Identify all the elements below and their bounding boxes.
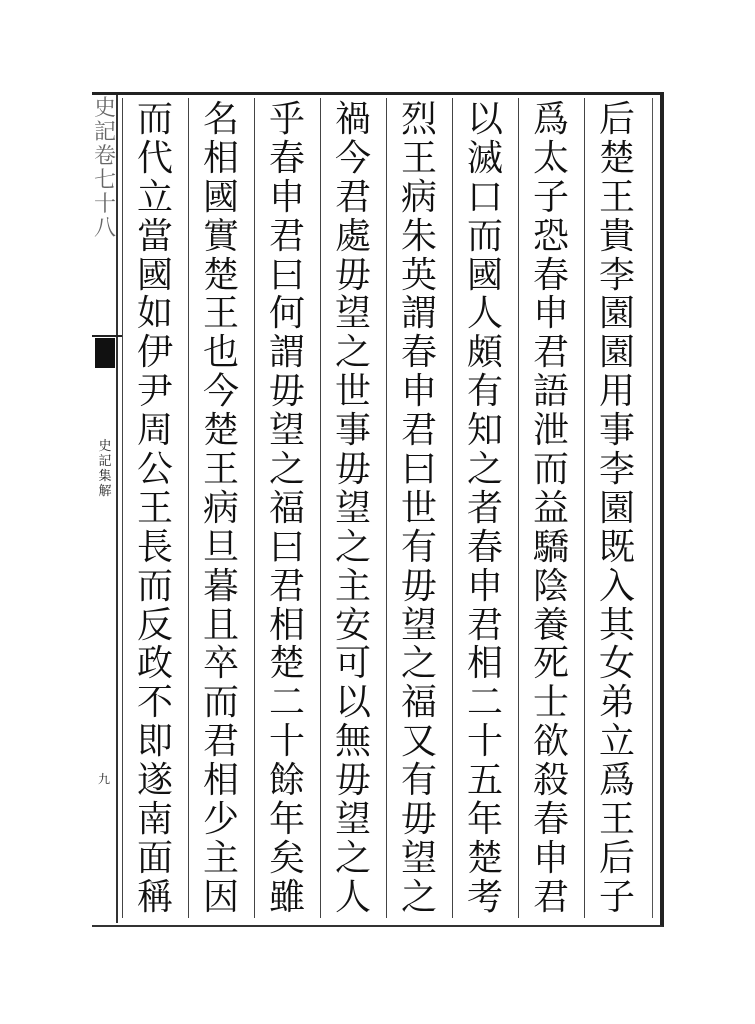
text-char: 事 [598,410,635,452]
text-char: 園 [598,487,635,529]
text-char: 王 [598,799,635,841]
center-fold-title-char: 史 [93,96,116,121]
text-char: 無 [334,721,371,763]
center-fold-subtitle-char: 集 [98,468,112,484]
text-char: 福 [400,682,437,724]
text-char: 春 [466,526,503,568]
text-char: 申 [268,176,305,218]
text-char: 春 [532,254,569,296]
text-char: 如 [136,293,173,335]
column-rule [584,98,585,918]
text-char: 王 [202,449,239,491]
text-char: 十 [466,721,503,763]
text-char: 君 [268,215,305,257]
text-char: 人 [334,876,371,918]
text-char: 有 [400,760,437,802]
text-char: 曰 [400,449,437,491]
text-char: 楚 [598,137,635,179]
text-char: 王 [202,293,239,335]
text-char: 望 [268,410,305,452]
text-char: 春 [400,332,437,374]
text-char: 以 [334,682,371,724]
text-char: 有 [466,371,503,413]
text-char: 今 [334,137,371,179]
text-char: 養 [532,604,569,646]
text-char: 謂 [268,332,305,374]
text-char: 何 [268,293,305,335]
text-char: 之 [400,876,437,918]
text-char: 毋 [400,799,437,841]
text-char: 政 [136,643,173,685]
text-char: 君 [268,565,305,607]
text-char: 十 [268,721,305,763]
column-rule [320,98,321,918]
text-char: 王 [598,176,635,218]
text-char: 以 [466,99,503,140]
text-char: 可 [334,643,371,685]
text-char: 之 [334,526,371,568]
text-char: 后 [598,99,635,140]
center-fold-title-char: 卷 [93,144,116,169]
text-char: 安 [334,604,371,646]
text-char: 楚 [466,837,503,879]
text-char: 少 [202,799,239,841]
text-char: 君 [202,721,239,763]
center-fold-title [92,98,118,328]
text-char: 春 [268,137,305,179]
column-rule [188,98,189,918]
text-char: 病 [202,487,239,529]
text-char: 申 [532,293,569,335]
text-char: 公 [136,449,173,491]
text-char: 謂 [400,293,437,335]
center-fold-subtitle-char: 解 [98,483,112,499]
text-char: 楚 [268,643,305,685]
text-column [130,99,180,918]
text-char: 周 [136,410,173,452]
text-column [394,99,444,918]
text-char: 即 [136,721,173,763]
text-char: 今 [202,371,239,413]
center-fold-title-char: 七 [93,168,116,193]
text-char: 望 [334,799,371,841]
text-char: 女 [598,643,635,685]
text-char: 申 [466,565,503,607]
text-char: 子 [598,876,635,918]
center-fold-title-char: 十 [93,192,116,217]
text-column [328,99,378,918]
text-char: 者 [466,487,503,529]
text-char: 毋 [268,371,305,413]
text-char: 而 [136,99,173,140]
center-fold-title-char: 八 [93,216,116,241]
text-char: 之 [334,332,371,374]
text-char: 事 [334,410,371,452]
text-char: 君 [334,176,371,218]
text-char: 口 [466,176,503,218]
text-char: 代 [136,137,173,179]
text-char: 園 [598,332,635,374]
text-char: 乎 [268,99,305,140]
text-char: 君 [400,410,437,452]
text-char: 李 [598,254,635,296]
text-char: 立 [598,721,635,763]
text-char: 益 [532,487,569,529]
text-char: 國 [202,176,239,218]
text-char: 稱 [136,876,173,918]
text-char: 后 [598,837,635,879]
text-char: 毋 [334,254,371,296]
text-char: 王 [400,137,437,179]
frame-inner-rule [652,98,653,918]
page-number: 九 [98,772,111,786]
text-char: 世 [400,487,437,529]
text-char: 知 [466,410,503,452]
text-char: 而 [466,215,503,257]
text-char: 面 [136,837,173,879]
text-char: 入 [598,565,635,607]
text-char: 望 [400,837,437,879]
text-char: 朱 [400,215,437,257]
text-char: 年 [466,799,503,841]
text-char: 立 [136,176,173,218]
text-char: 病 [400,176,437,218]
text-char: 用 [598,371,635,413]
column-rule [122,98,123,918]
text-char: 長 [136,526,173,568]
text-char: 當 [136,215,173,257]
text-column [592,99,642,918]
center-fold-subtitle-char: 記 [98,453,112,469]
text-char: 遂 [136,760,173,802]
text-char: 滅 [466,137,503,179]
text-char: 名 [202,99,239,140]
text-char: 殺 [532,760,569,802]
text-char: 矣 [268,837,305,879]
text-char: 而 [136,565,173,607]
text-char: 主 [202,837,239,879]
column-rule [386,98,387,918]
text-char: 實 [202,215,239,257]
text-char: 楚 [202,254,239,296]
text-char: 之 [268,449,305,491]
text-char: 恐 [532,215,569,257]
text-char: 主 [334,565,371,607]
text-char: 雖 [268,876,305,918]
center-fold-subtitle-char: 史 [98,439,112,454]
center-fold-subtitle [96,440,114,500]
text-char: 伊 [136,332,173,374]
text-column [196,99,246,918]
text-char: 弟 [598,682,635,724]
text-char: 望 [334,487,371,529]
text-char: 禍 [334,99,371,140]
text-char: 相 [202,137,239,179]
text-char: 曰 [268,526,305,568]
text-char: 曰 [268,254,305,296]
text-column [460,99,510,918]
center-fold-title-char: 記 [93,120,116,145]
text-char: 爲 [598,760,635,802]
text-char: 君 [532,332,569,374]
text-char: 君 [532,876,569,918]
text-char: 卒 [202,643,239,685]
column-rule [518,98,519,918]
text-char: 南 [136,799,173,841]
fishtail-mark [95,338,115,368]
text-char: 之 [400,643,437,685]
text-char: 申 [400,371,437,413]
text-column [262,99,312,918]
text-char: 有 [400,526,437,568]
text-char: 二 [466,682,503,724]
text-char: 王 [136,487,173,529]
text-char: 世 [334,371,371,413]
text-char: 毋 [334,760,371,802]
text-char: 陰 [532,565,569,607]
text-char: 申 [532,837,569,879]
text-char: 之 [466,449,503,491]
text-char: 李 [598,449,635,491]
text-char: 望 [334,293,371,335]
text-char: 也 [202,332,239,374]
text-char: 處 [334,215,371,257]
column-rule [452,98,453,918]
text-char: 又 [400,721,437,763]
text-char: 不 [136,682,173,724]
text-char: 反 [136,604,173,646]
text-char: 園 [598,293,635,335]
text-char: 欲 [532,721,569,763]
text-char: 太 [532,137,569,179]
text-char: 而 [532,449,569,491]
text-char: 五 [466,760,503,802]
text-char: 毋 [400,565,437,607]
text-char: 春 [532,799,569,841]
text-char: 相 [466,643,503,685]
text-char: 既 [598,526,635,568]
text-char: 二 [268,682,305,724]
text-char: 毋 [334,449,371,491]
text-char: 因 [202,876,239,918]
text-char: 楚 [202,410,239,452]
text-char: 爲 [532,99,569,140]
text-char: 驕 [532,526,569,568]
text-char: 君 [466,604,503,646]
text-char: 且 [202,604,239,646]
text-char: 相 [268,604,305,646]
text-char: 烈 [400,99,437,140]
text-char: 國 [466,254,503,296]
text-char: 尹 [136,371,173,413]
text-char: 英 [400,254,437,296]
text-char: 頗 [466,332,503,374]
text-char: 人 [466,293,503,335]
text-char: 泄 [532,410,569,452]
text-column [526,99,576,918]
text-char: 國 [136,254,173,296]
text-char: 死 [532,643,569,685]
text-char: 考 [466,876,503,918]
text-char: 其 [598,604,635,646]
fishtail-rule [92,335,122,337]
text-char: 士 [532,682,569,724]
text-char: 年 [268,799,305,841]
text-char: 福 [268,487,305,529]
text-char: 望 [400,604,437,646]
column-rule [254,98,255,918]
text-char: 相 [202,760,239,802]
text-char: 之 [334,837,371,879]
text-char: 暮 [202,565,239,607]
text-char: 餘 [268,760,305,802]
text-char: 貴 [598,215,635,257]
text-char: 子 [532,176,569,218]
text-char: 而 [202,682,239,724]
text-char: 語 [532,371,569,413]
text-char: 旦 [202,526,239,568]
